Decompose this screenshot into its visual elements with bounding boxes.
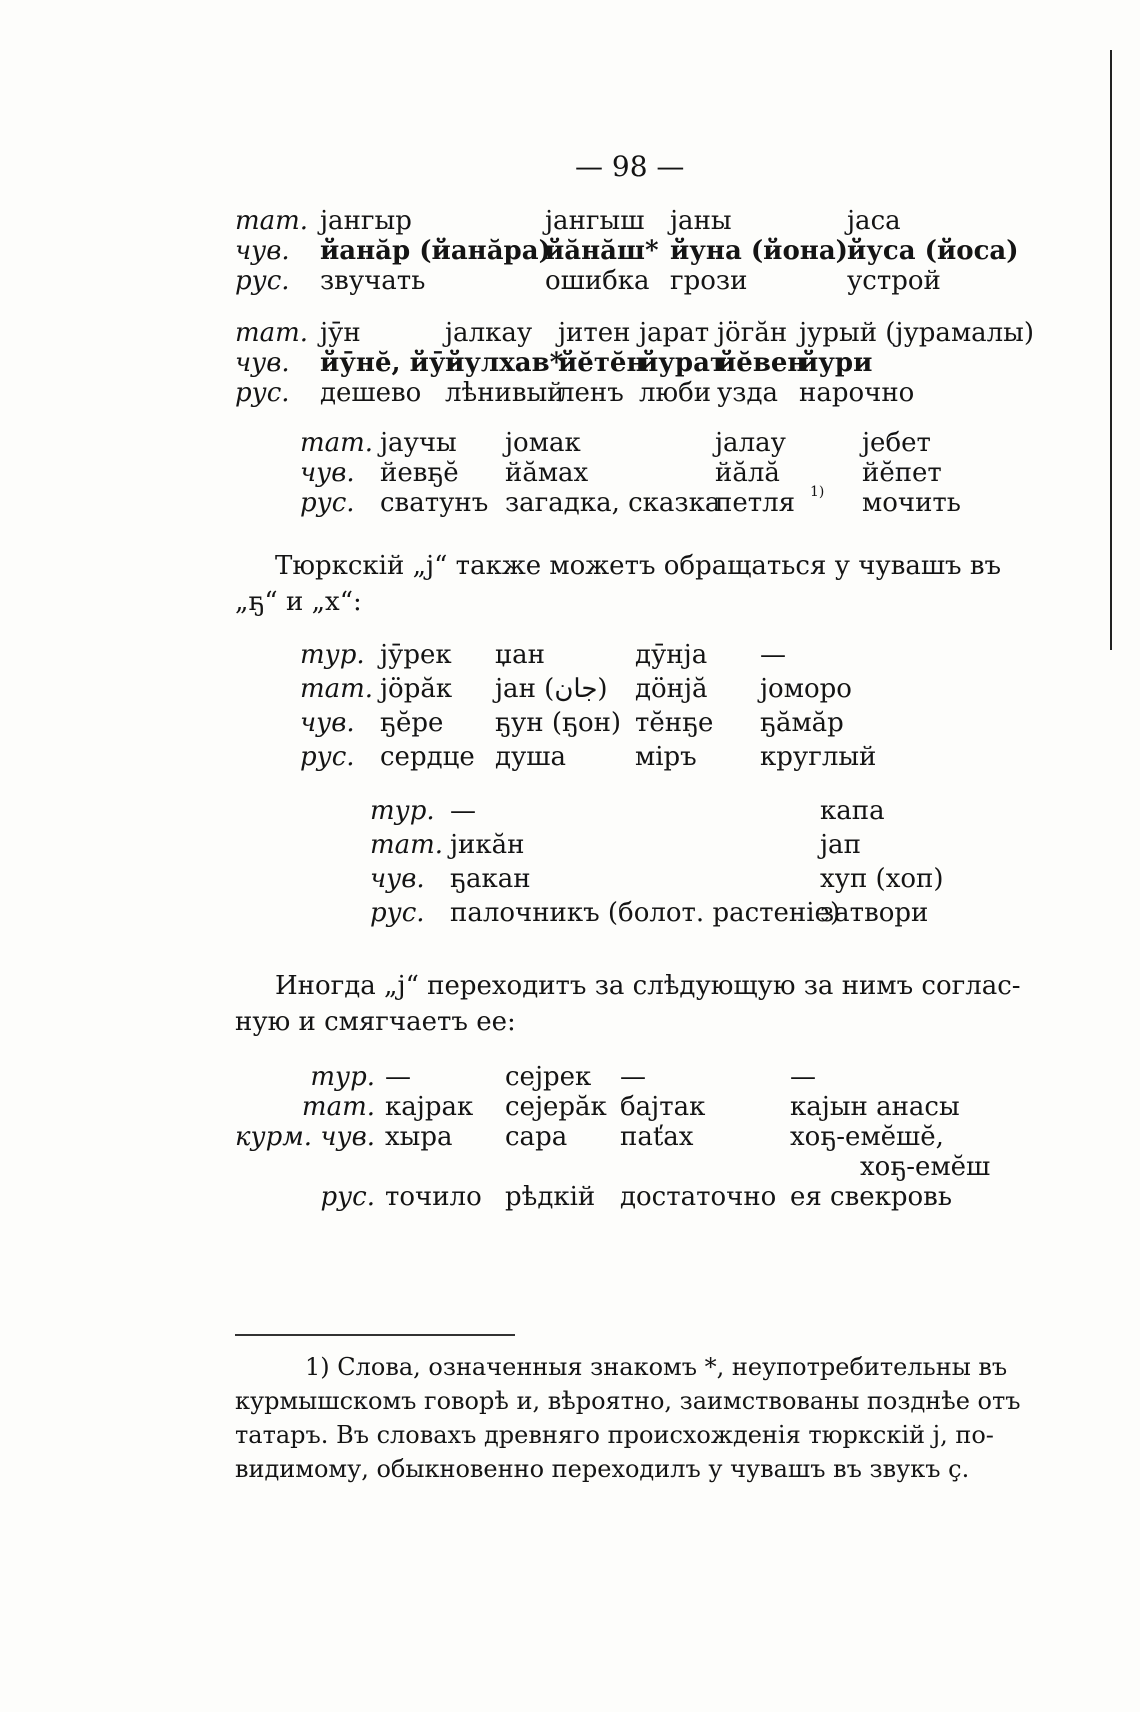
table-row [370,796,1140,830]
word-cell: јан (جان) [495,674,608,704]
word-cell: — [620,1062,646,1092]
word-cell: йăмах [505,458,589,488]
table-row [235,266,1055,296]
word-cell: сејрек [505,1062,592,1092]
table-row [235,206,1055,236]
language-label: тур. [300,640,365,670]
word-cell: капа [820,796,885,826]
language-label: рус. [320,1182,375,1212]
word-cell: — [450,796,476,826]
paragraph-1-line: Тюркскій „ј“ также можетъ обращаться у чувашъ въ [275,551,1001,581]
language-label: чув. [300,708,355,738]
language-label: тур. [310,1062,375,1092]
table-row [235,1062,1055,1092]
table-row [235,378,1055,408]
word-cell: йанăр (йанăра) [320,236,551,266]
table-row [235,1182,1055,1212]
footnote-mark: 1) [810,484,825,500]
word-cell: йулхав* [445,348,564,378]
footnote-line: 1) Слова, означенныя знакомъ *, неупотребительны въ [305,1353,1008,1381]
table-row [300,742,1120,776]
word-cell: кајын анасы [790,1092,960,1122]
table-row [235,348,1055,378]
word-cell: јангыш [545,206,645,236]
word-cell: хыра [385,1122,453,1152]
word-cell: дӯнја [635,640,708,670]
language-label: тат. [235,318,309,348]
word-cell: јӧгăн [717,318,788,348]
page-number: — 98 — [575,150,685,183]
footnote-line: видимому, обыкновенно переходилъ у чувашъ въ звукъ ç. [235,1455,970,1483]
word-cell: йĕвен [717,348,807,378]
table-row [235,318,1055,348]
footnote-line: курмышскомъ говорѣ и, вѣроятно, заимствованы позднѣе отъ [235,1387,1021,1415]
footnote-rule [235,1334,515,1336]
word-cell: лѣнивый [445,378,565,408]
word-cell: јап [820,830,861,860]
word-cell: грози [670,266,748,296]
language-label: рус. [370,898,425,928]
word-cell: јӯрек [380,640,452,670]
language-label: тур. [370,796,435,826]
language-label: чув. [235,348,290,378]
word-cell: ошибка [545,266,650,296]
paragraph-2-line: ную и смягчаетъ ее: [235,1007,516,1037]
word-cell: јарат [639,318,710,348]
table-row [300,640,1120,674]
word-cell: — [385,1062,411,1092]
word-cell: јомак [505,428,581,458]
language-label: рус. [235,378,290,408]
table-row [300,458,1120,488]
word-cell: јурый (јурамалы) [799,318,1035,348]
word-cell: бајтак [620,1092,706,1122]
word-cell: јаучы [380,428,457,458]
word-cell: йурат [639,348,727,378]
word-cell: йури [799,348,873,378]
word-cell: јалкау [445,318,533,348]
paragraph-1-line: „ҕ“ и „х“: [235,587,362,617]
table-row [370,864,1140,898]
table-row [370,898,1140,932]
word-cell: тĕнҕе [635,708,714,738]
word-cell: йĕпет [862,458,942,488]
word-cell: ҕĕре [380,708,444,738]
footnote-line: татаръ. Въ словахъ древняго происхожденія тюркскій ј, по- [235,1421,994,1449]
word-cell: міръ [635,742,697,772]
word-cell: йуна (йона) [670,236,848,266]
word-cell: душа [495,742,566,772]
word-cell: звучать [320,266,426,296]
word-cell: ҕăмăр [760,708,844,738]
language-label: рус. [300,742,355,772]
footnote [235,1350,1050,1486]
word-cell: сердце [380,742,475,772]
word-cell: сара [505,1122,568,1152]
table-row [235,236,1055,266]
word-cell: точило [385,1182,482,1212]
table-row [300,674,1120,708]
word-cell: јебет [862,428,931,458]
table-row [235,1122,1055,1152]
word-cell: јӧрăк [380,674,453,704]
word-cell: круглый [760,742,877,772]
word-cell: ҕун (ҕон) [495,708,622,738]
word-cell: хуп (хоп) [820,864,944,894]
language-label: чув. [235,236,290,266]
word-cell: йĕтĕн [558,348,646,378]
word-cell: йăлă [715,458,780,488]
word-cell: загадка, сказка [505,488,721,518]
table-row [235,1152,1055,1182]
word-cell: йуса (йоса) [847,236,1019,266]
word-cell: достаточно [620,1182,777,1212]
word-cell: јоморо [760,674,852,704]
language-label: тат. [301,1092,375,1122]
word-cell: јӯн [320,318,361,348]
word-cell: узда [717,378,778,408]
word-cell: кајрак [385,1092,474,1122]
table-row [300,484,1120,518]
paragraph-2 [235,968,1050,1040]
word-cell: јангыр [320,206,412,236]
word-cell: йӯнĕ, йӯн [320,348,465,378]
word-cell: хоҕ-емĕшĕ, [790,1122,944,1152]
word-cell: йăнăш* [545,236,659,266]
word-cell: ея свекровь [790,1182,952,1212]
word-cell: дешево [320,378,422,408]
word-cell: нарочно [799,378,915,408]
word-cell: сватунъ [380,488,489,518]
word-cell: — [790,1062,816,1092]
paragraph-1 [235,548,1050,620]
word-cell: џан [495,640,545,670]
word-cell: сејерăк [505,1092,607,1122]
word-cell: јитен [558,318,631,348]
table-row [300,708,1120,742]
word-cell: јаса [847,206,901,236]
word-cell: дӧнјă [635,674,708,704]
word-cell: хоҕ-емĕш [860,1152,991,1182]
word-cell: йевҕĕ [380,458,459,488]
word-cell: палочникъ (болот. растеніе) [450,898,841,928]
language-label: чув. [300,458,355,488]
table-row [300,428,1120,458]
table-row [235,1092,1055,1122]
language-label: тат. [235,206,309,236]
language-label: тат. [300,674,374,704]
word-cell: рѣдкій [505,1182,596,1212]
word-cell: јикăн [450,830,525,860]
language-label: тат. [370,830,444,860]
word-cell: затвори [820,898,929,928]
word-cell: паťах [620,1122,694,1152]
word-cell: люби [639,378,712,408]
word-cell: устрой [847,266,941,296]
word-cell: јалау [715,428,786,458]
margin-line [1110,50,1112,650]
language-label: рус. [235,266,290,296]
language-label: курм. чув. [235,1122,375,1152]
word-cell: јаны [670,206,732,236]
paragraph-2-line: Иногда „ј“ переходитъ за слѣдующую за нимъ соглас- [275,971,1021,1001]
word-cell: мочить [862,488,961,518]
language-label: тат. [300,428,374,458]
word-cell: петля [715,488,796,518]
word-cell: ленъ [558,378,624,408]
language-label: рус. [300,488,355,518]
word-cell: ҕакан [450,864,531,894]
word-cell: — [760,640,786,670]
table-row [370,830,1140,864]
language-label: чув. [370,864,425,894]
